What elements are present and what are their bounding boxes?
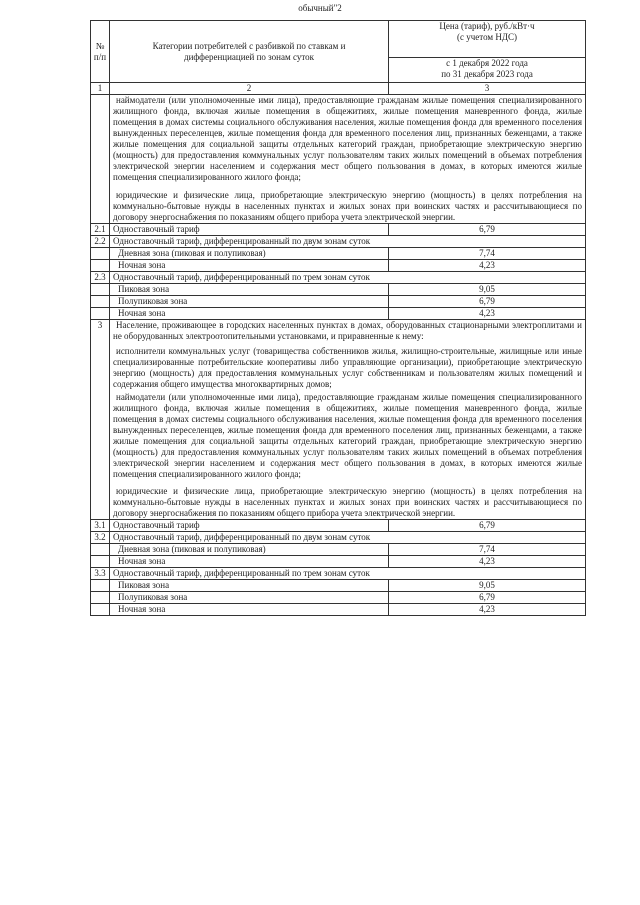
tariff-row: 3.3 Одноставочный тариф, дифференцированный по трем зонам суток	[91, 568, 586, 580]
page-header: обычный"2	[298, 3, 342, 13]
tariff-row: 2.1 Одноставочный тариф 6,79	[91, 224, 586, 236]
zone-row: Полупиковая зона 6,79	[91, 296, 586, 308]
zone-row: Ночная зона 4,23	[91, 308, 586, 320]
header-category: Категории потребителей с разбивкой по ставкам и дифференциацией по зонам суток	[110, 21, 389, 83]
section-number: 3	[91, 320, 110, 520]
zone-row: Дневная зона (пиковая и полупиковая) 7,74	[91, 544, 586, 556]
tariff-row: 2.2 Одноставочный тариф, дифференцированный по двум зонам суток	[91, 236, 586, 248]
tariff-row: 2.3 Одноставочный тариф, дифференцированный по трем зонам суток	[91, 272, 586, 284]
header-number: № п/п	[91, 21, 110, 83]
index-cell: 2	[110, 83, 389, 95]
paragraph: юридические и физические лица, приобретающие электрическую энергию (мощность) в целях потребления на коммунально-бытовые нужды в населенных пунктах и жилых зонах при воинских частях и рассчитывающиеся по договору энергоснабжения по показаниям общего прибора учета электрической энергии.	[113, 486, 582, 518]
zone-row: Пиковая зона 9,05	[91, 580, 586, 592]
zone-row: Полупиковая зона 6,79	[91, 592, 586, 604]
section-2-text-row	[91, 95, 586, 224]
header-price: Цена (тариф), руб./кВт·ч (с учетом НДС)	[389, 21, 586, 58]
tariff-table	[90, 20, 586, 616]
tariff-row: 3.2 Одноставочный тариф, дифференцированный по двум зонам суток	[91, 532, 586, 544]
paragraph: юридические и физические лица, приобретающие электрическую энергию (мощность) в целях потребления на коммунально-бытовые нужды в населенных пунктах и жилых зонах при воинских частях и рассчитывающиеся по договору энергоснабжения по показаниям общего прибора учета электрической энергии.	[113, 190, 582, 222]
paragraph: наймодатели (или уполномоченные ими лица), предоставляющие гражданам жилые помещения специализированного жилищного фонда, включая жилые помещения в общежитиях, жилые помещения маневренного фонда, жилые помещения в домах системы социального обслуживания населения, жилые помещения фонда для временного поселения вынужденных переселенцев, жилые помещения фонда для временного поселения лиц, признанных беженцами, а также жилые помещения для социальной защиты отдельных категорий граждан, приобретающие электрическую энергию (мощность) для предоставления коммунальных услуг пользователям таких жилых помещений в объемах потребления электрической энергии населением и содержания мест общего пользования в домах, в которых имеются жилые помещения специализированного жилого фонда;	[113, 392, 582, 479]
zone-row: Дневная зона (пиковая и полупиковая) 7,74	[91, 248, 586, 260]
zone-row: Ночная зона 4,23	[91, 260, 586, 272]
header-row	[91, 21, 586, 58]
paragraph: наймодатели (или уполномоченные ими лица), предоставляющие гражданам жилые помещения специализированного жилищного фонда, включая жилые помещения в общежитиях, жилые помещения маневренного фонда, жилые помещения в домах системы социального обслуживания населения, жилые помещения фонда для временного поселения вынужденных переселенцев, жилые помещения фонда для временного поселения лиц, признанных беженцами, а также жилые помещения для социальной защиты отдельных категорий граждан, приобретающие электрическую энергию (мощность) для предоставления коммунальных услуг пользователям таких жилых помещений в объемах потребления электрической энергии населением и содержания мест общего пользования в домах, в которых имеются жилые помещения специализированного жилого фонда;	[113, 95, 582, 182]
section-3-text-row	[91, 320, 586, 520]
section-2-text	[110, 95, 586, 224]
zone-row: Пиковая зона 9,05	[91, 284, 586, 296]
zone-row: Ночная зона 4,23	[91, 556, 586, 568]
paragraph: Население, проживающее в городских населенных пунктах в домах, оборудованных стационарными электроплитами и не оборудованных электроотопительными установками, и приравненные к нему:	[113, 320, 582, 341]
index-row	[91, 83, 586, 95]
zone-row: Ночная зона 4,23	[91, 604, 586, 616]
tariff-row: 3.1 Одноставочный тариф 6,79	[91, 520, 586, 532]
section-3-text	[110, 320, 586, 520]
paragraph: исполнители коммунальных услуг (товарищества собственников жилья, жилищно-строительные, жилищные или иные специализированные потребительские кооперативы либо управляющие организации), приобретающие электрическую энергию (мощность) для предоставления коммунальных услуг собственникам и пользователям жилых помещений и содержания общего имущества многоквартирных домов;	[113, 346, 582, 389]
index-cell: 1	[91, 83, 110, 95]
header-period: с 1 декабря 2022 года по 31 декабря 2023 года	[389, 58, 586, 83]
index-cell: 3	[389, 83, 586, 95]
